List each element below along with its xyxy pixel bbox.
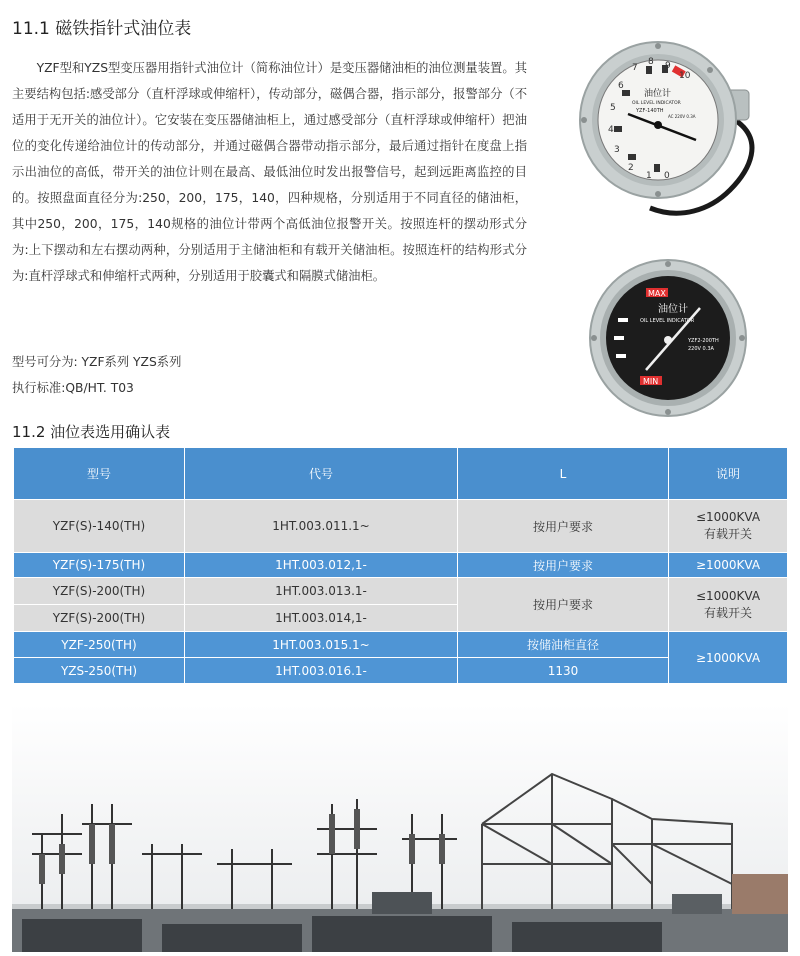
cell-code: 1HT.003.015.1~	[185, 632, 458, 658]
gauge1-number-1: 1	[646, 171, 652, 181]
cell-L: 按用户要求	[458, 578, 669, 632]
gauge1-number-3: 3	[614, 145, 620, 155]
table-header-row	[14, 448, 788, 500]
oil-level-gauge-140-image	[570, 30, 770, 230]
gauge1-number-6: 6	[618, 81, 624, 91]
cell-code: 1HT.003.014,1-	[185, 605, 458, 632]
gauge1-title: 油位计	[644, 89, 672, 99]
table-row	[14, 632, 788, 658]
substation-photo	[12, 704, 788, 952]
cell-model: YZF(S)-200(TH)	[14, 578, 185, 605]
cell-model: YZF-250(TH)	[14, 632, 185, 658]
gauge2-rating: 220V 0.3A	[688, 346, 714, 352]
cell-code: 1HT.003.016.1-	[185, 658, 458, 684]
section-2-heading: 11.2 油位表选用确认表	[12, 423, 171, 441]
gauge1-number-2: 2	[628, 163, 634, 173]
gauge1-number-5: 5	[610, 103, 616, 113]
gauge1-number-10: 10	[679, 71, 691, 81]
cell-note: ≥1000KVA	[669, 553, 788, 578]
table-row	[14, 553, 788, 578]
column-header-note: 说明	[669, 448, 788, 500]
table-row	[14, 578, 788, 605]
gauge2-max-label: MAX	[648, 289, 666, 298]
column-header-code: 代号	[185, 448, 458, 500]
cell-L: 按储油柜直径	[458, 632, 669, 658]
cell-model: YZS-250(TH)	[14, 658, 185, 684]
cell-L: 按用户要求	[458, 500, 669, 553]
cell-note	[669, 500, 788, 553]
cell-code: 1HT.003.013.1-	[185, 578, 458, 605]
column-header-L: L	[458, 448, 669, 500]
table-row	[14, 500, 788, 553]
cell-model: YZF(S)-140(TH)	[14, 500, 185, 553]
cell-code: 1HT.003.012,1-	[185, 553, 458, 578]
section-1-heading: 11.1 磁铁指针式油位表	[12, 19, 192, 39]
gauge1-rating: AC 220V 0.3A	[668, 114, 696, 119]
gauge1-number-8: 8	[648, 57, 654, 67]
gauge1-number-0: 0	[664, 171, 670, 181]
cell-L: 1130	[458, 658, 669, 684]
gauge2-model: YZF2-200TH	[688, 338, 719, 344]
cell-note	[669, 578, 788, 632]
gauge1-subtitle: OIL LEVEL INDICATOR	[632, 101, 681, 106]
gauge2-min-label: MIN	[643, 377, 659, 386]
note-switch: 有载开关	[703, 605, 752, 620]
column-header-model: 型号	[14, 448, 185, 500]
gauge1-number-4: 4	[608, 125, 614, 135]
models-line: 型号可分为: YZF系列 YZS系列	[12, 355, 182, 369]
product-description: YZF型和YZS型变压器用指针式油位计（简称油位计）是变压器储油柜的油位测量装置。其主要结构包括:感受部分（直杆浮球或伸缩杆），传动部分，磁偶合器，指示部分，报警部分（不适用于无开关的油位计）。它安装在变压器储油柜上，通过感受部分（直杆浮球或伸缩杆）把油位的变化传递给油位计的传动部分，并通过磁偶合器带动指示部分，最后通过指针在度盘上指示出油位的高低，带开关的油位计则在最高、最低油位时发出报警信号，起到远距离监控的目的。按照盘面直径分为:250，200，175，140，四种规格，分别适用于不同直径的储油柜，其中250，200，175，140规格的油位计带两个高低油位报警开关。按照连杆的摆动形式分为:上下摆动和左右摆动两种，分别适用于主储油柜和有载开关储油柜。按照连杆的结构形式分为:直杆浮球式和伸缩杆式两种，分别适用于胶囊式和隔膜式储油柜。	[12, 61, 527, 283]
oil-level-gauge-200-image	[588, 258, 748, 418]
gauge1-model: YZF-140TH	[636, 108, 664, 114]
note-switch: 有载开关	[703, 527, 752, 541]
note-capacity: ≤1000KVA	[695, 510, 761, 524]
gauge2-subtitle: OIL LEVEL INDICATOR	[640, 318, 695, 324]
cell-code: 1HT.003.011.1~	[185, 500, 458, 553]
gauge2-title: 油位计	[658, 304, 688, 315]
oil-gauge-selection-table	[13, 447, 788, 684]
cell-L: 按用户要求	[458, 553, 669, 578]
cell-model: YZF(S)-175(TH)	[14, 553, 185, 578]
standard-line: 执行标准:QB/HT. T03	[12, 381, 134, 395]
gauge1-number-9: 9	[665, 61, 671, 71]
note-capacity: ≤1000KVA	[695, 588, 761, 603]
cell-note: ≥1000KVA	[669, 632, 788, 684]
cell-model: YZF(S)-200(TH)	[14, 605, 185, 632]
gauge1-number-7: 7	[632, 63, 638, 73]
